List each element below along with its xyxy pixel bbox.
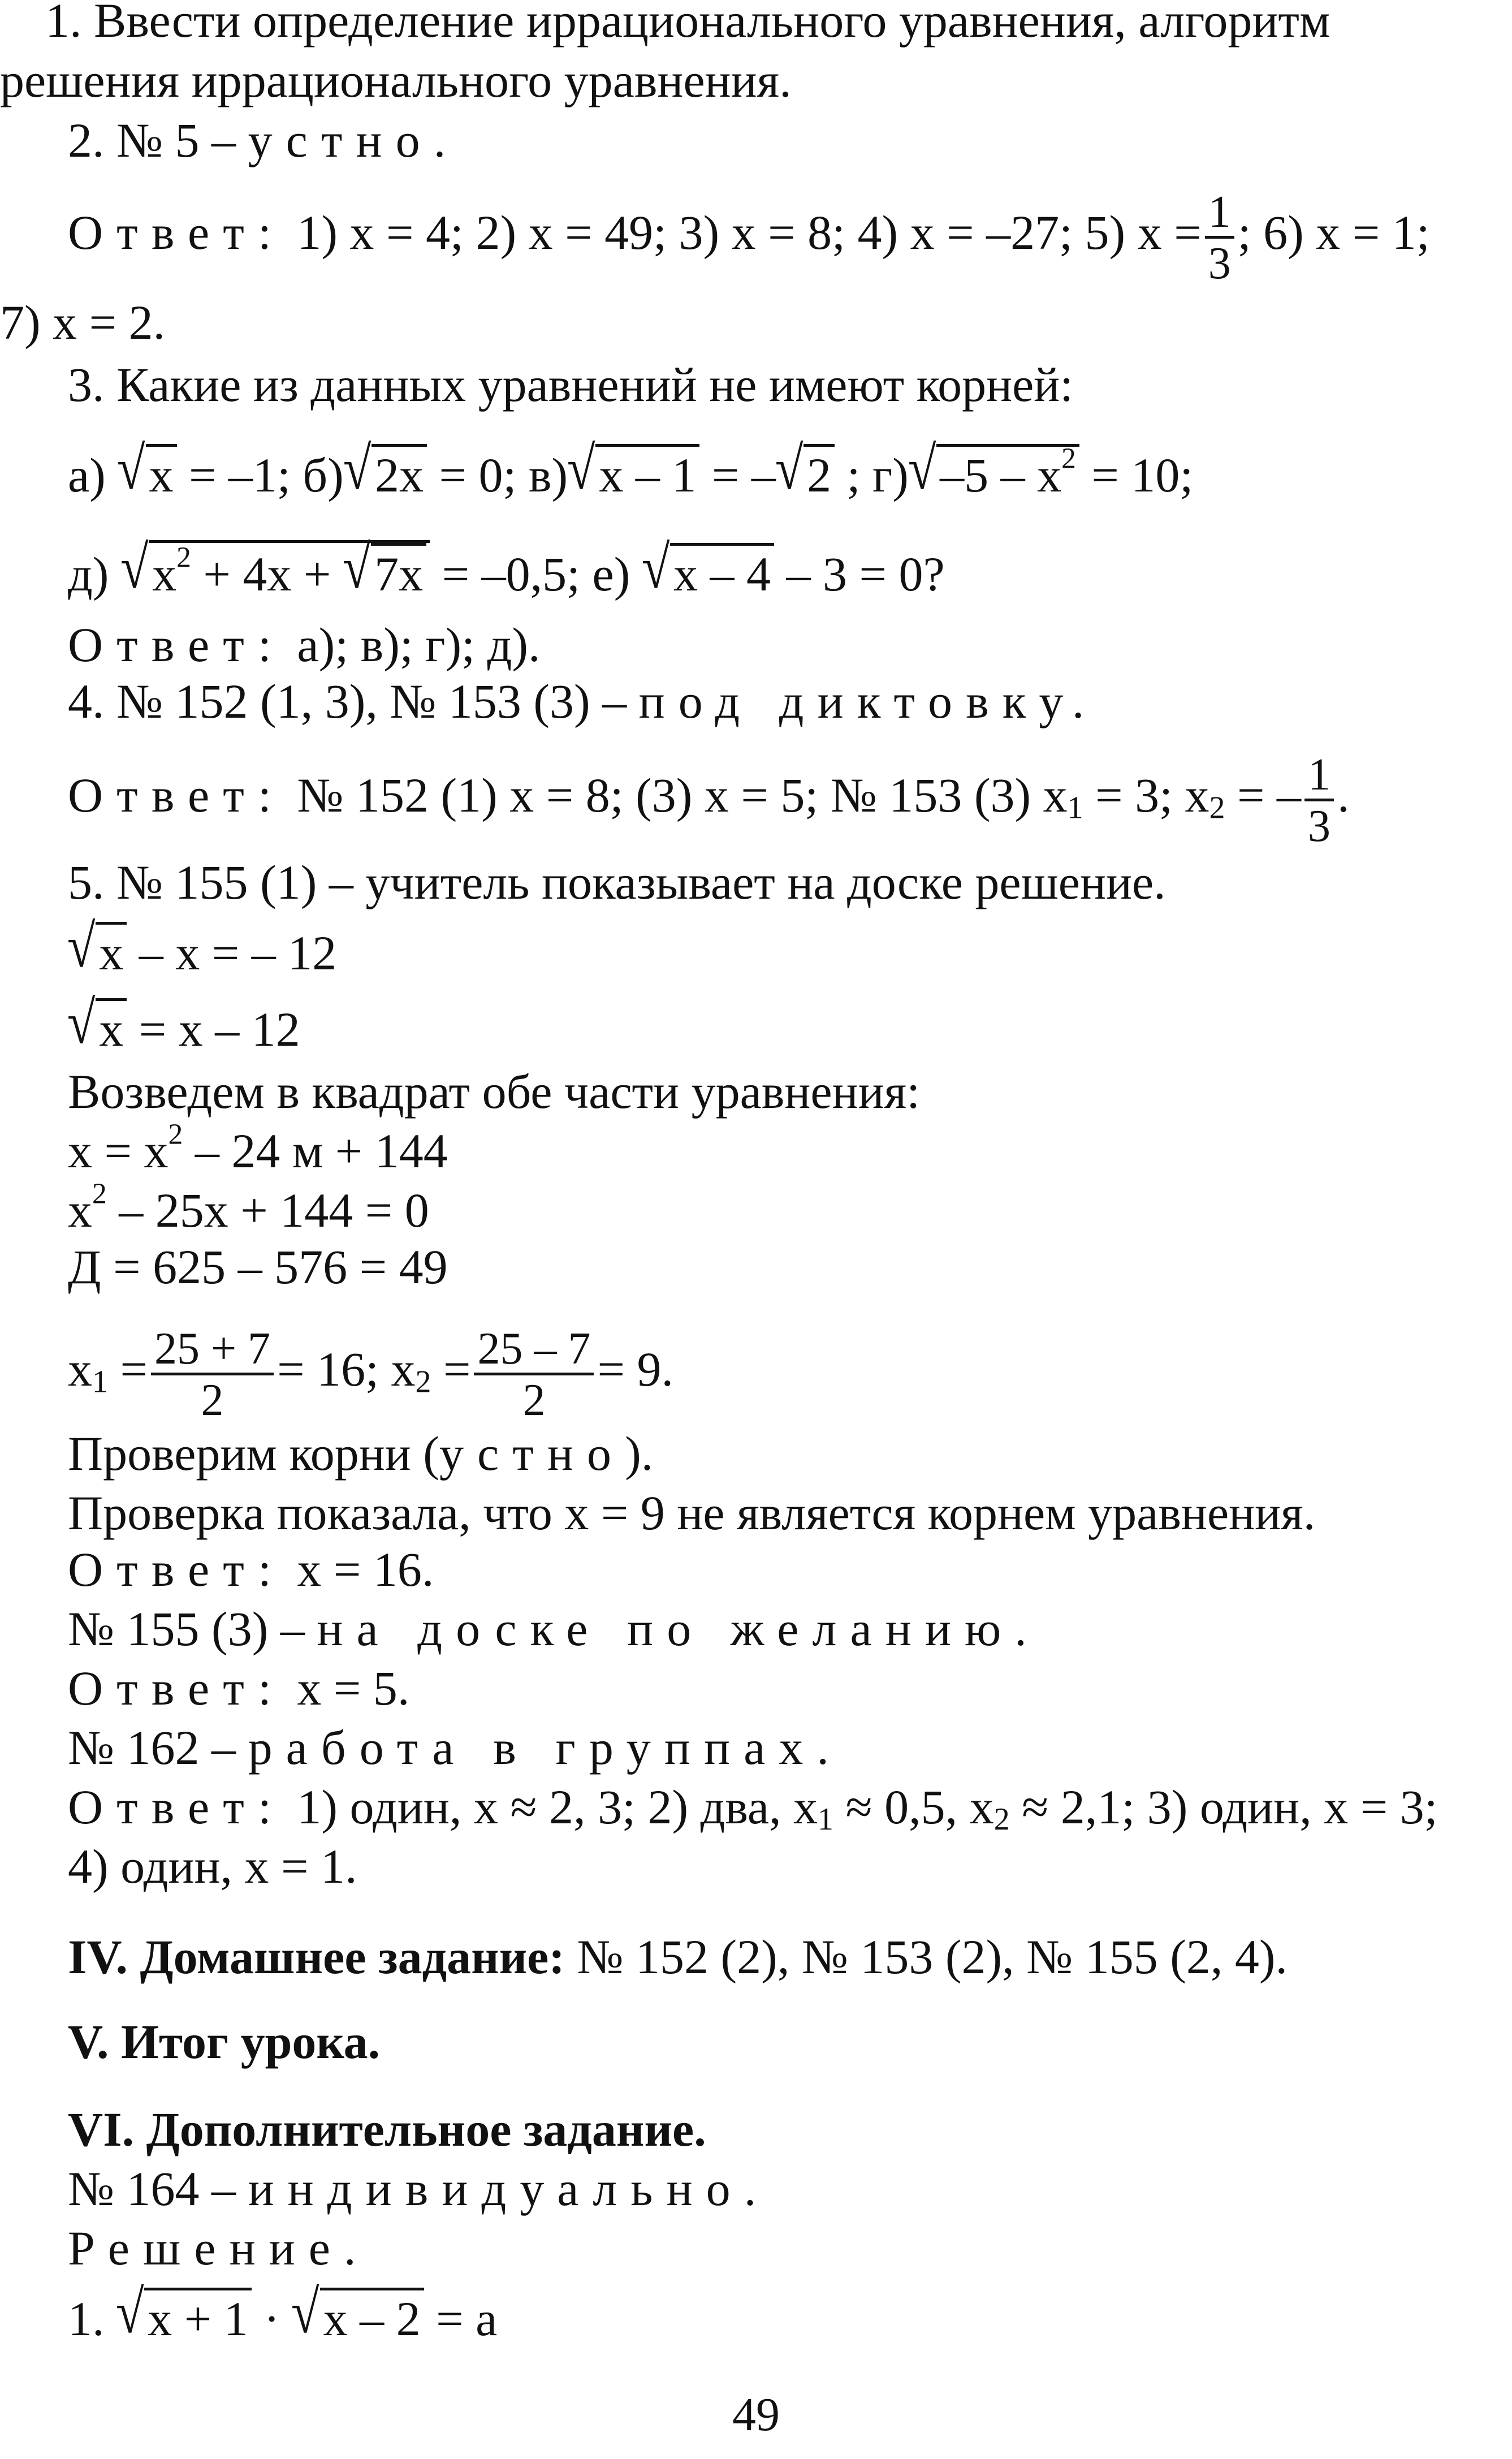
radical: √x <box>68 922 127 981</box>
equation-164-1: 1. √x + 1 · √x – 2 = a <box>68 2277 498 2346</box>
answer-task-2: Ответ: 1) x = 4; 2) x = 49; 3) x = 8; 4) x = –27; 5) x = $\frac{1}{3}$ ; 6) x = 1; <box>68 187 1430 288</box>
equation-3: $x = x^2 - 24$ м + 144 <box>68 1118 448 1178</box>
radical: √x <box>118 444 176 503</box>
task-2: 2. № 5 – устно. <box>68 113 460 167</box>
radical: √x – 4 <box>642 543 774 602</box>
answer-task-2-cont: 7) x = 2. <box>0 295 166 350</box>
task-155-3: № 155 (3) – на доске по желанию. <box>68 1602 1040 1656</box>
roots: $x_1$ = $\frac{25 + 7}{2}$ = 16; $x_2$ = $\frac{25 - 7}{2}$ = 9. <box>68 1324 673 1425</box>
task-1-line-1: 1. Ввести определение иррационального уравнения, алгоритм <box>45 0 1330 48</box>
discriminant: Д = 625 – 576 = 49 <box>68 1240 448 1294</box>
task-3-equations-line-2: д) $√x^2 + 4x + √7x = -0,5$; е) √x – 4 – 3 = 0? <box>68 533 945 601</box>
answer-162: Ответ: 1) один, x ≈ 2, 3; 2) два, $x_1 \approx 0,5$, $x_2 \approx 2,1$; 3) один, x = 3; <box>68 1780 1438 1837</box>
radical: √2 <box>776 444 835 503</box>
solution-label: Решение. <box>68 2221 370 2275</box>
task-162: № 162 – работа в группах. <box>68 1720 843 1775</box>
homework: IV. Домашнее задание: № 152 (2), № 153 (2), № 155 (2, 4). <box>68 1930 1288 1984</box>
check-result: Проверка показала, что x = 9 не является корнем уравнения. <box>68 1486 1316 1540</box>
fraction-root-1: $\frac{25 + 7}{2}$ <box>151 1326 274 1423</box>
radical: √x + 1 <box>116 2288 252 2347</box>
task-5: 5. № 155 (1) – учитель показывает на доске решение. <box>68 855 1166 909</box>
answer-task-4: Ответ: № 152 (1) x = 8; (3) x = 5; № 153 (3) $x_1 = 3$; $x_2$ = – $\frac{1}{3}$ . <box>68 750 1350 851</box>
task-4: 4. № 152 (1, 3), № 153 (3) – под диктовку. <box>68 674 1098 728</box>
radical: $√-5 - x^2$ <box>909 444 1079 503</box>
radical: $√x^2 + 4x + √7x$ <box>121 540 430 602</box>
equation-1: √x – x = – 12 <box>67 912 337 980</box>
equation-4: $x^2 - 25x + 144 = 0$ <box>68 1177 429 1237</box>
extra-task-heading: VI. Дополнительное задание. <box>68 2102 706 2156</box>
fraction-one-third: $\frac{1}{3}$ <box>1304 752 1334 849</box>
answer-155-1: Ответ: x = 16. <box>68 1542 434 1597</box>
radical: √x – 2 <box>292 2288 424 2347</box>
task-3-equations-line-1: а) √x = –1; б)√2x = 0; в)√x – 1 = –√2 ; $г)√-5 - x^2 = 10$; <box>68 434 1194 502</box>
square-both-sides: Возведем в квадрат обе части уравнения: <box>68 1064 921 1119</box>
lesson-summary: V. Итог урока. <box>68 2014 381 2069</box>
radical: √x – 1 <box>568 444 699 503</box>
radical: √x <box>68 998 127 1058</box>
page-number: 49 <box>732 2388 780 2441</box>
task-1-line-2: решения иррационального уравнения. <box>0 53 792 107</box>
equation-2: √x = x – 12 <box>67 988 300 1056</box>
radical: √2x <box>344 444 427 503</box>
answer-task-3: Ответ: а); в); г); д). <box>68 618 541 672</box>
answer-155-3: Ответ: x = 5. <box>68 1661 410 1715</box>
task-3-question: 3. Какие из данных уравнений не имеют корней: <box>68 357 1074 412</box>
fraction-root-2: $\frac{25 - 7}{2}$ <box>474 1326 594 1423</box>
answer-162-cont: 4) один, x = 1. <box>68 1839 357 1893</box>
fraction-one-third: $\frac{1}{3}$ <box>1205 189 1234 286</box>
check-roots: Проверим корни (устно). <box>68 1426 654 1481</box>
task-164: № 164 – индивидуально. <box>68 2162 770 2216</box>
